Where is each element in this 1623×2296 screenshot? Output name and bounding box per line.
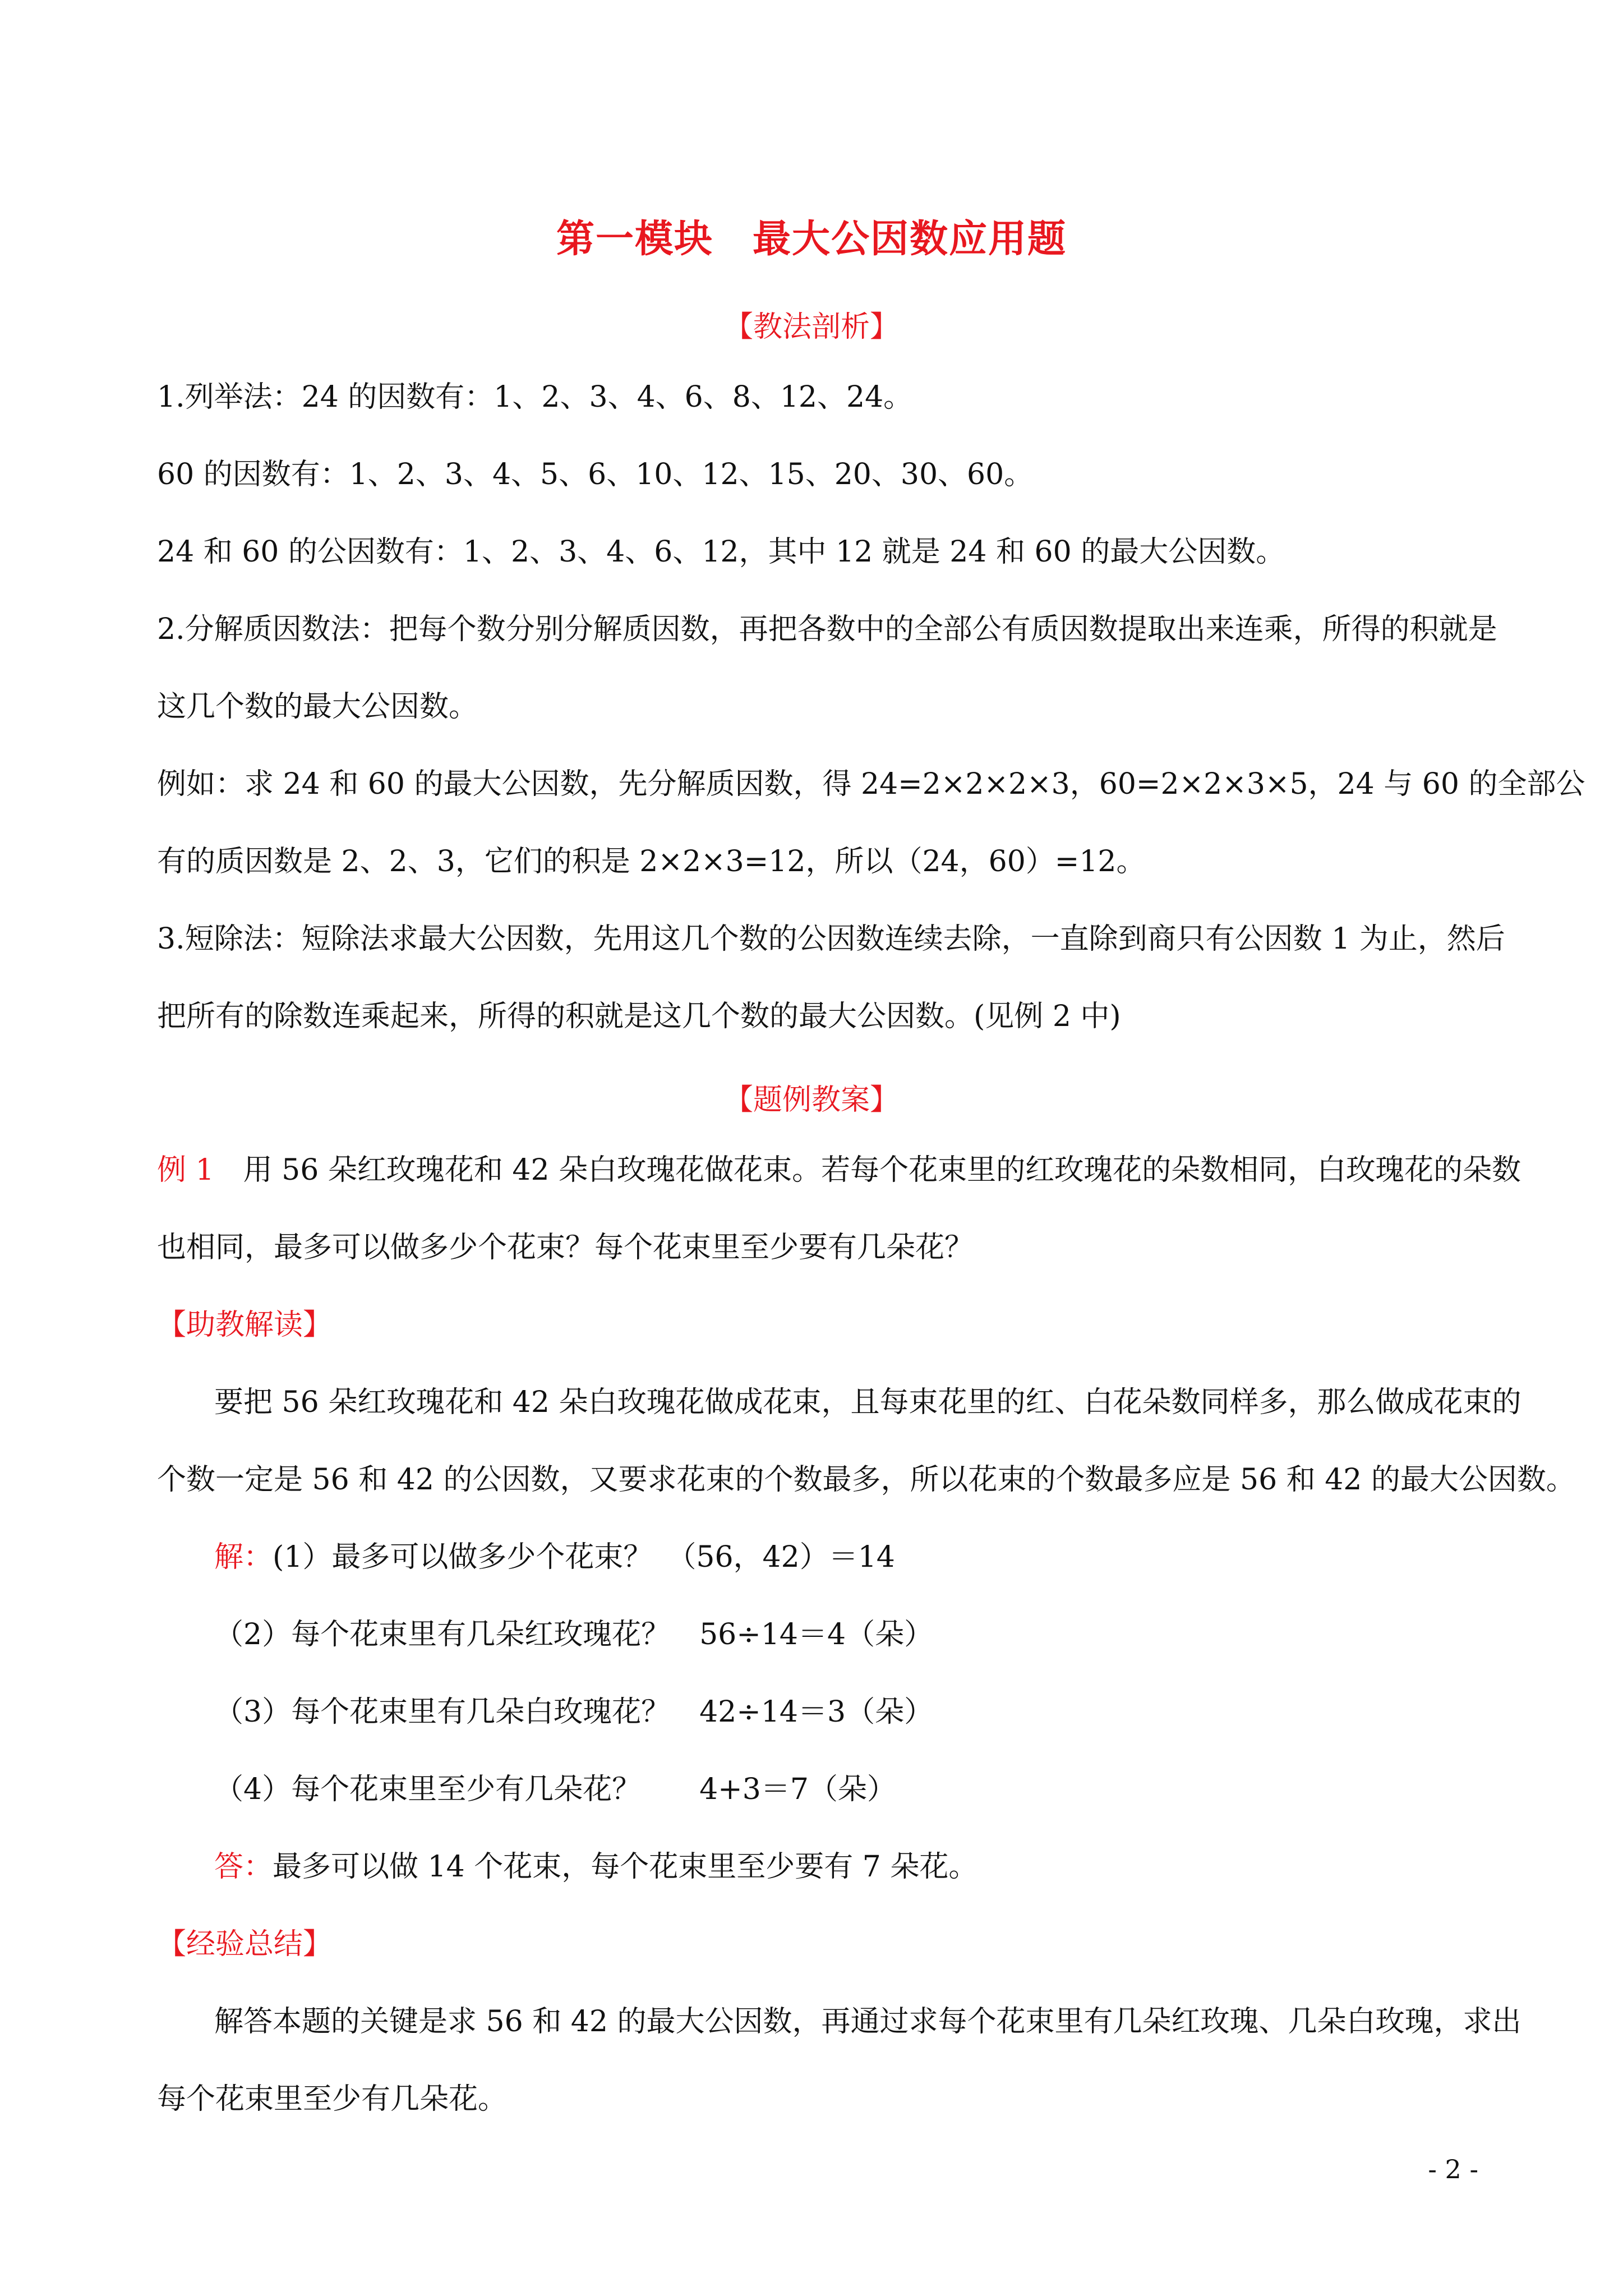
answer-text: 最多可以做 14 个花束，每个花束里至少要有 7 朵花。 (273, 1850, 978, 1884)
solution-step-2: （2）每个花束里有几朵红玫瑰花？ 56÷14＝4（朵） (214, 1618, 934, 1651)
reading-line: 要把 56 朵红玫瑰花和 42 朵白玫瑰花做成花束，且每束花里的红、白花朵数同样多，那么做成花束的 (214, 1386, 1521, 1419)
analysis-line: 把所有的除数连乘起来，所得的积就是这几个数的最大公因数。(见例 2 中) (157, 1000, 1121, 1033)
reading-line: 个数一定是 56 和 42 的公因数，又要求花束的个数最多，所以花束的个数最多应是 56 和 42 的最大公因数。 (157, 1463, 1575, 1497)
analysis-line: 24 和 60 的公因数有：1、2、3、4、6、12，其中 12 就是 24 和 60 的最大公因数。 (157, 535, 1285, 569)
analysis-line: 有的质因数是 2、2、3，它们的积是 2×2×3=12，所以（24，60）=12。 (157, 845, 1146, 878)
analysis-line: 例如：求 24 和 60 的最大公因数，先分解质因数，得 24=2×2×2×3，60=2×2×3×5，24 与 60 的全部公 (157, 767, 1585, 801)
page-number: - 2 - (1428, 2154, 1478, 2184)
solution-step-4: （4）每个花束里至少有几朵花？ 4+3＝7（朵） (214, 1773, 896, 1806)
summary-line: 每个花束里至少有几朵花。 (157, 2082, 508, 2116)
analysis-line: 这几个数的最大公因数。 (157, 690, 478, 724)
solution-step-1-text: (1）最多可以做多少个花束？ （56，42）＝14 (273, 1540, 895, 1574)
section-teaching-analysis: 【教法剖析】 (723, 310, 899, 344)
page-title: 第一模块 最大公因数应用题 (556, 217, 1067, 261)
section-assistant-reading: 【助教解读】 (157, 1308, 333, 1342)
example1-label: 例 1 (157, 1153, 214, 1187)
example1-text: 用 56 朵红玫瑰花和 42 朵白玫瑰花做花束。若每个花束里的红玫瑰花的朵数相同，白玫瑰花的朵数 (214, 1153, 1521, 1187)
analysis-line: 2.分解质因数法：把每个数分别分解质因数，再把各数中的全部公有质因数提取出来连乘，所得的积就是 (157, 613, 1497, 646)
section-example-plan: 【题例教案】 (723, 1083, 899, 1117)
section-experience-summary: 【经验总结】 (157, 1927, 333, 1961)
example1-line2: 也相同，最多可以做多少个花束？每个花束里至少要有几朵花？ (157, 1231, 974, 1264)
solution-step-1 (214, 1539, 895, 1575)
analysis-line: 3.短除法：短除法求最大公因数，先用这几个数的公因数连续去除，一直除到商只有公因数 1 为止，然后 (157, 922, 1505, 956)
example1-line1 (157, 1152, 1521, 1188)
analysis-line: 1.列举法：24 的因数有：1、2、3、4、6、8、12、24。 (157, 380, 913, 414)
solution-answer (214, 1849, 978, 1885)
analysis-line: 60 的因数有：1、2、3、4、5、6、10、12、15、20、30、60。 (157, 458, 1034, 491)
answer-label: 答： (214, 1850, 273, 1884)
solution-label: 解： (214, 1540, 273, 1574)
summary-line: 解答本题的关键是求 56 和 42 的最大公因数，再通过求每个花束里有几朵红玫瑰、几朵白玫瑰，求出 (214, 2005, 1521, 2039)
solution-step-3: （3）每个花束里有几朵白玫瑰花？ 42÷14＝3（朵） (214, 1695, 934, 1729)
